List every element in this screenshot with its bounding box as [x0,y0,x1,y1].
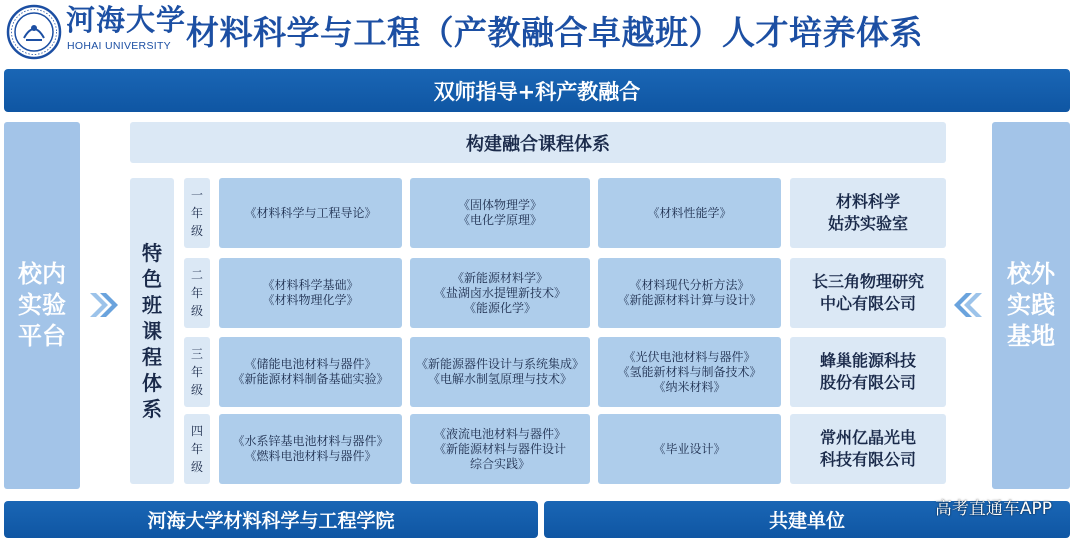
course-cell: 《液流电池材料与器件》 《新能源材料与器件设计 综合实践》 [410,414,590,484]
course-cell: 《毕业设计》 [598,414,781,484]
partner-company-2: 长三角物理研究 中心有限公司 [790,258,946,328]
university-name-en: HOHAI UNIVERSITY [67,40,171,52]
year-cell-1: 一年级 [184,178,210,248]
partner-company-3: 蜂巢能源科技 股份有限公司 [790,337,946,407]
course-system-header: 构建融合课程体系 [130,122,946,163]
year-cell-4: 四年级 [184,414,210,484]
course-cell: 《储能电池材料与器件》 《新能源材料制备基础实验》 [219,337,402,407]
watermark-text: 高考直通车APP [934,499,1052,519]
course-cell: 《新能源器件设计与系统集成》 《电解水制氢原理与技术》 [410,337,590,407]
footer-partners-bar: 共建单位 [544,501,1070,538]
university-name-cn: 河海大学 [66,3,187,37]
left-side-label: 校内实验平台 [18,260,66,350]
course-cell: 《固体物理学》 《电化学原理》 [410,178,590,248]
top-banner: 双师指导+科产教融合 [4,69,1070,112]
partner-company-1: 材料科学 姑苏实验室 [790,178,946,248]
right-side-box [992,122,1070,489]
course-cell: 《材料科学基础》 《材料物理化学》 [219,258,402,328]
special-class-label: 特色班课程体系 [142,241,162,421]
course-cell: 《材料性能学》 [598,178,781,248]
course-cell: 《材料现代分析方法》 《新能源材料计算与设计》 [598,258,781,328]
page-title: 材料科学与工程（产教融合卓越班）人才培养体系 [186,13,923,52]
course-cell: 《材料科学与工程导论》 [219,178,402,248]
year-cell-2: 二年级 [184,258,210,328]
right-side-label: 校外实践基地 [1007,260,1055,350]
partner-company-4: 常州亿晶光电 科技有限公司 [790,414,946,484]
course-cell: 《水系锌基电池材料与器件》 《燃料电池材料与器件》 [219,414,402,484]
course-cell: 《光伏电池材料与器件》 《氢能新材料与制备技术》 《纳米材料》 [598,337,781,407]
double-chevron-left-icon [950,287,986,323]
special-class-label-box [130,178,174,484]
left-side-box [4,122,80,489]
double-chevron-right-icon [86,287,122,323]
year-cell-3: 三年级 [184,337,210,407]
course-cell: 《新能源材料学》 《盐湖卤水提锂新技术》 《能源化学》 [410,258,590,328]
footer-school-bar: 河海大学材料科学与工程学院 [4,501,538,538]
university-seal-icon [6,4,62,60]
